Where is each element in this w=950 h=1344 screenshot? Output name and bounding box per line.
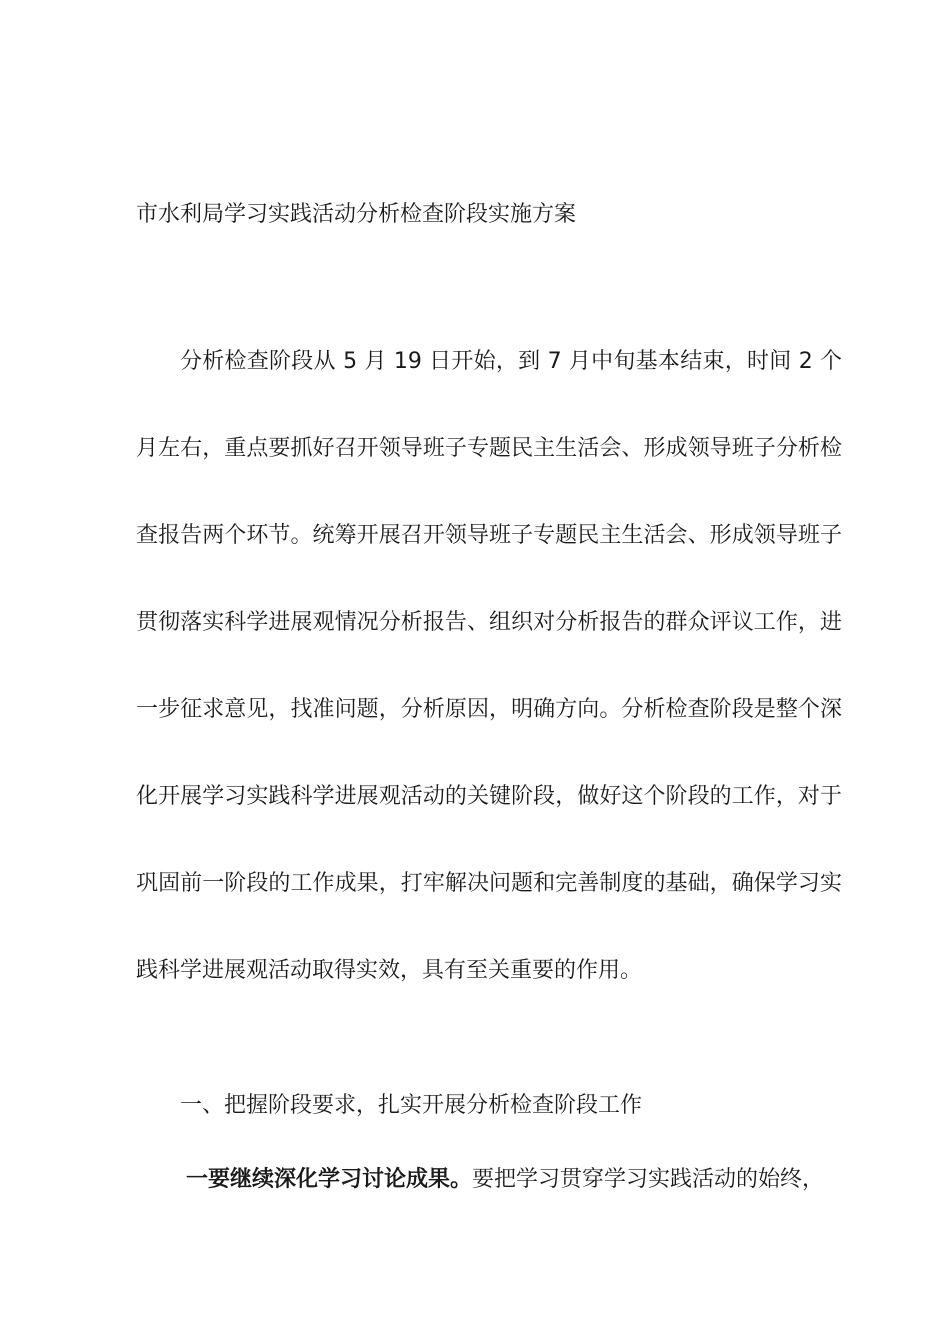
point-one <box>186 1164 824 1196</box>
section-heading: 一、把握阶段要求，扎实开展分析检查阶段工作 <box>180 1093 643 1118</box>
point-one-text: 要把学习贯穿学习实践活动的始终， <box>472 1167 825 1192</box>
point-one-lead: 一要继续深化学习讨论成果。 <box>186 1167 473 1192</box>
document-title: 市水利局学习实践活动分析检查阶段实施方案 <box>136 202 577 227</box>
intro-paragraph: 分析检查阶段从 5 月 19 日开始，到 7 月中旬基本结束，时间 2 个月左右，重点要抓好召开领导班子专题民主生活会、形成领导班子分析检查报告两个环节。统筹开展召开领导班子专题民主生活会、形成领导班子贯彻落实科学进展观情况分析报告、组织对分析报告的群众评议工作，进一步征求意见，找准问题，分析原因，明确方向。分析检查阶段是整个深化开展学习实践科学进展观活动的关键阶段，做好这个阶段的工作，对于巩固前一阶段的工作成果，打牢解决问题和完善制度的基础，确保学习实践科学进展观活动取得实效，具有至关重要的作用。 <box>136 349 842 983</box>
